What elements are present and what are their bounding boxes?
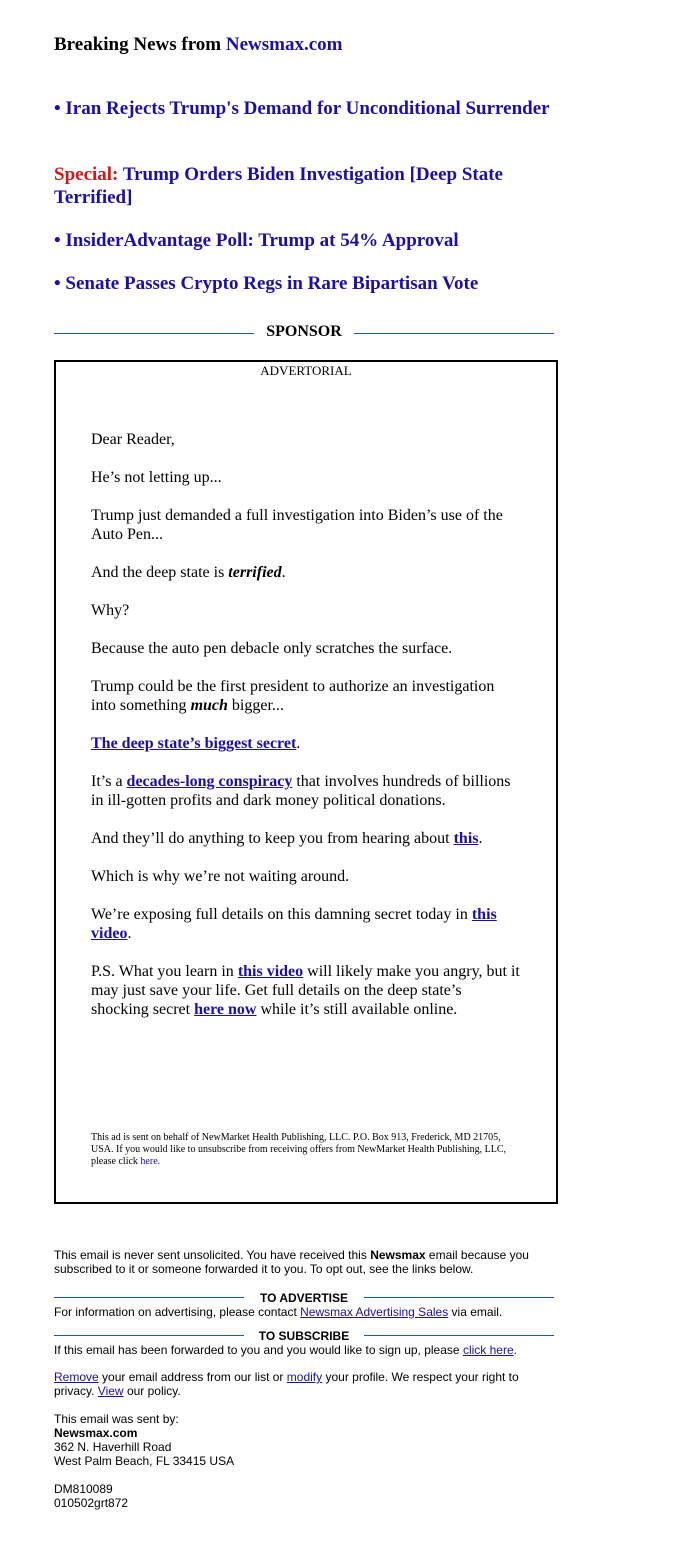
ad-paragraph: He’s not letting up... bbox=[91, 469, 222, 486]
headline-link[interactable]: InsiderAdvantage Poll: Trump at 54% Approval bbox=[65, 230, 459, 251]
address-line-2: West Palm Beach, FL 33415 USA bbox=[54, 1454, 235, 1468]
headline-link[interactable]: Iran Rejects Trump's Demand for Unconditional Surrender bbox=[65, 98, 550, 119]
subscribe-info: If this email has been forwarded to you and you would like to sign up, please click here. bbox=[54, 1343, 517, 1357]
headline-1[interactable] bbox=[54, 97, 554, 120]
advertise-label: TO ADVERTISE bbox=[259, 1291, 348, 1305]
signup-link[interactable]: click here bbox=[462, 1343, 514, 1357]
ad-paragraph: Because the auto pen debacle only scratches the surface. bbox=[91, 640, 453, 657]
ad-link-here-now[interactable]: here now bbox=[194, 1001, 257, 1018]
footer-notice: This email is never sent unsolicited. You have received this Newsmax email because you subscribed to it or someone forwarded it to you. To opt out, see the links below. bbox=[54, 1248, 529, 1276]
privacy-info: Remove your email address from our list or modify your profile. We respect your right to privacy. View our policy. bbox=[54, 1370, 519, 1398]
ad-disclaimer: This ad is sent on behalf of NewMarket Health Publishing, LLC. P.O. Box 913, Frederick, MD 21705, USA. If you would like to unsubscribe from receiving offers from NewMarket Health Publishing, LLC, please click here. bbox=[91, 1132, 507, 1167]
subscribe-divider bbox=[54, 1329, 554, 1343]
sent-by-label: This email was sent by: bbox=[54, 1412, 179, 1426]
notice-brand: Newsmax bbox=[370, 1248, 426, 1262]
header-brand[interactable]: Newsmax.com bbox=[225, 34, 343, 55]
ad-paragraph: P.S. What you learn in this video will likely make you angry, but it may just save your life. Get full details on the deep state’s shocking secret here now while it’s still available online. bbox=[91, 963, 520, 1018]
ad-paragraph: Trump could be the first president to authorize an investigation into something much bigger... bbox=[91, 678, 495, 714]
ad-link-biggest-secret[interactable]: The deep state’s biggest secret bbox=[91, 735, 297, 752]
advertise-info: For information on advertising, please contact Newsmax Advertising Sales via email. bbox=[54, 1305, 503, 1319]
emphasis: much bbox=[190, 697, 228, 714]
company-name: Newsmax.com bbox=[54, 1426, 138, 1440]
sponsor-divider bbox=[54, 322, 554, 344]
advertorial-tag: ADVERTORIAL bbox=[260, 363, 352, 378]
sender-info bbox=[54, 1412, 554, 1468]
header-prefix: Breaking News from bbox=[54, 34, 222, 55]
address-line-1: 362 N. Haverhill Road bbox=[54, 1440, 172, 1454]
headline-3[interactable] bbox=[54, 229, 554, 252]
ad-paragraph: It’s a decades-long conspiracy that involves hundreds of billions in ill-gotten profits and dark money political donations. bbox=[91, 773, 511, 809]
bullet: • bbox=[54, 98, 61, 119]
headline-4[interactable] bbox=[54, 272, 554, 295]
ad-paragraph: And they’ll do anything to keep you from hearing about this. bbox=[91, 830, 483, 847]
modify-link[interactable]: modify bbox=[286, 1370, 323, 1384]
ad-paragraph: Trump just demanded a full investigation into Biden’s use of the Auto Pen... bbox=[91, 507, 503, 543]
emphasis: terrified bbox=[228, 564, 282, 581]
subscribe-label: TO SUBSCRIBE bbox=[258, 1329, 350, 1343]
ad-greeting: Dear Reader, bbox=[91, 431, 175, 448]
headline-link[interactable]: Senate Passes Crypto Regs in Rare Bipartisan Vote bbox=[65, 273, 479, 294]
remove-link[interactable]: Remove bbox=[54, 1370, 99, 1384]
ad-paragraph: Why? bbox=[91, 602, 130, 619]
ad-link-this-video[interactable]: this video bbox=[91, 906, 497, 942]
ad-paragraph: And the deep state is terrified. bbox=[91, 564, 286, 581]
code-1: DM810089 bbox=[54, 1482, 113, 1496]
headline-2[interactable] bbox=[54, 163, 554, 209]
ad-unsubscribe-link[interactable]: here. bbox=[140, 1156, 161, 1167]
header-title bbox=[54, 34, 342, 56]
advertising-sales-link[interactable]: Newsmax Advertising Sales bbox=[300, 1305, 449, 1319]
headline-link[interactable]: Trump Orders Biden Investigation [Deep State Terrified] bbox=[54, 164, 503, 208]
view-policy-link[interactable]: View bbox=[97, 1384, 124, 1398]
sponsor-label: SPONSOR bbox=[266, 323, 342, 340]
advertorial-box bbox=[54, 360, 558, 1204]
bullet: • bbox=[54, 230, 61, 251]
ad-link-this[interactable]: this bbox=[453, 830, 479, 847]
tracking-codes bbox=[54, 1482, 554, 1510]
bullet: • bbox=[54, 273, 61, 294]
ad-paragraph: We’re exposing full details on this damning secret today in this video. bbox=[91, 906, 497, 942]
ad-paragraph: The deep state’s biggest secret. bbox=[91, 735, 301, 752]
ad-link-this-video-ps[interactable]: this video bbox=[237, 963, 304, 980]
special-label: Special: bbox=[54, 164, 119, 185]
advertise-divider bbox=[54, 1291, 554, 1305]
advertorial-body bbox=[91, 430, 521, 1038]
ad-link-conspiracy[interactable]: decades-long conspiracy bbox=[126, 773, 293, 790]
ad-paragraph: Which is why we’re not waiting around. bbox=[91, 868, 350, 885]
code-2: 010502grt872 bbox=[54, 1496, 129, 1510]
